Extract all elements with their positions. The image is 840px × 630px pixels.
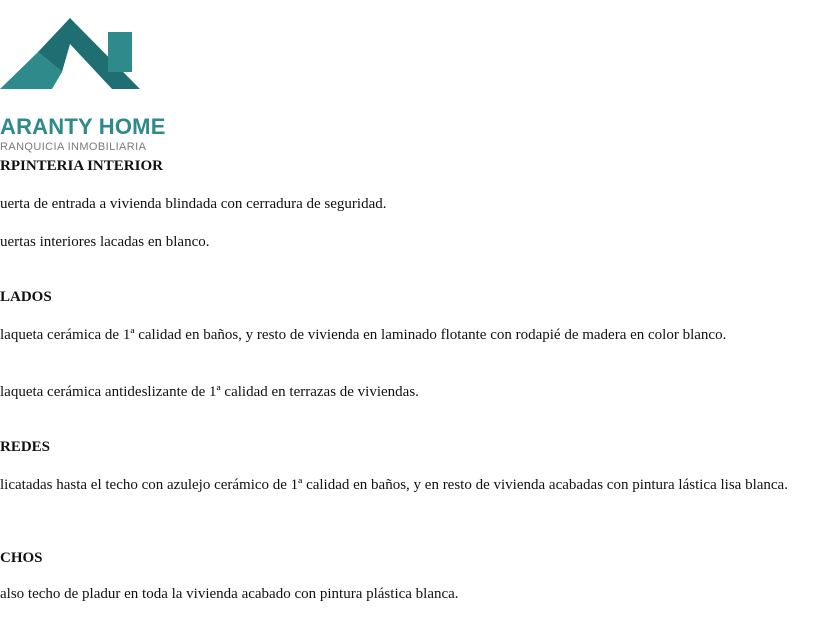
section-heading-solados: LADOS bbox=[0, 289, 52, 305]
paragraph-plaqueta-banos: laqueta cerámica de 1ª calidad en baños, y resto de vivienda en laminado flotante con rodapié de madera en color blanco. bbox=[0, 327, 727, 343]
house-logo-icon bbox=[0, 14, 140, 94]
brand-name: ARANTY HOME bbox=[0, 114, 166, 139]
section-heading-paredes: REDES bbox=[0, 439, 51, 455]
paragraph-falso-techo: also techo de pladur en toda la vivienda acabado con pintura plástica blanca. bbox=[0, 586, 459, 602]
section-heading-techos: CHOS bbox=[0, 550, 43, 566]
brand-tagline: RANQUICIA INMOBILIARIA bbox=[0, 141, 147, 153]
paragraph-plaqueta-terrazas: laqueta cerámica antideslizante de 1ª calidad en terrazas de viviendas. bbox=[0, 384, 419, 400]
paragraph-puertas-interiores: uertas interiores lacadas en blanco. bbox=[0, 234, 210, 250]
paragraph-puerta-entrada: uerta de entrada a vivienda blindada con cerradura de seguridad. bbox=[0, 196, 387, 212]
brand-logo bbox=[0, 14, 180, 153]
paragraph-alicatadas: licatadas hasta el techo con azulejo cerámico de 1ª calidad en baños, y en resto de vivienda acabadas con pintura lástica lisa blanca. bbox=[0, 477, 788, 493]
section-heading-carpinteria: RPINTERIA INTERIOR bbox=[0, 158, 163, 174]
